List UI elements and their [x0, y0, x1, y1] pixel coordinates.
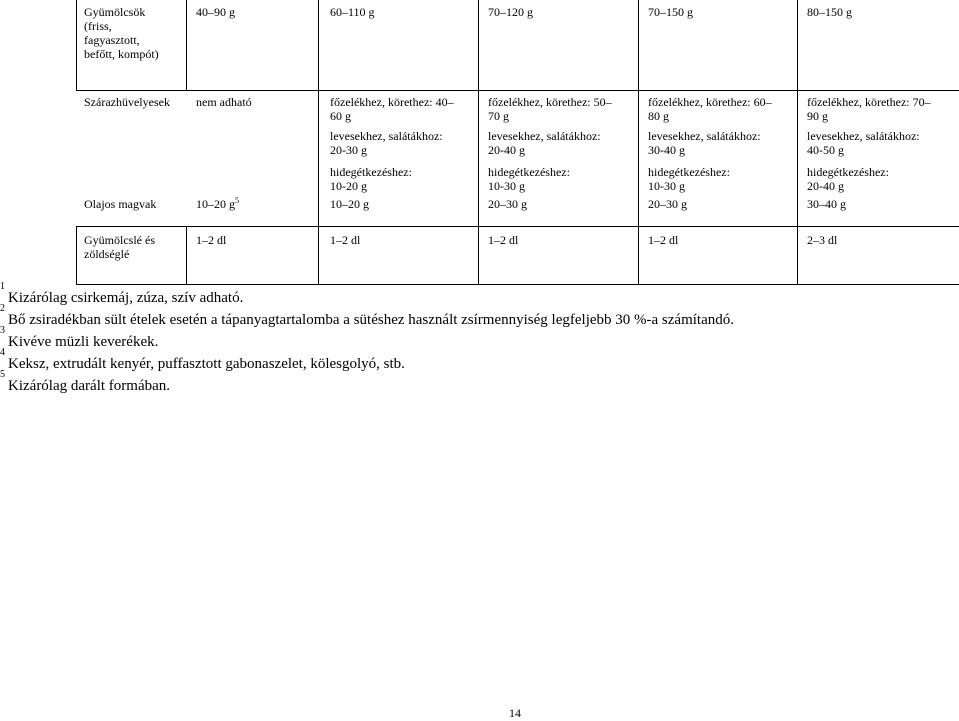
footnote-text: Bő zsiradékban sült ételek esetén a tápanyagtartalomba a sütéshez használt zsírmennyiség legfeljebb 30 %-a számítandó.	[8, 312, 734, 328]
column-divider	[186, 226, 187, 284]
footnote-number: 3	[0, 325, 5, 336]
cell-line: 70 g	[488, 109, 509, 123]
table-cell	[196, 196, 239, 212]
cell-line: hidegétkezéshez:	[330, 165, 412, 179]
table-cell: 60–110 g	[330, 5, 375, 19]
cell-line: főzelékhez, körethez: 50–	[488, 95, 612, 109]
footnote-text: Kizárólag csirkemáj, zúza, szív adható.	[8, 290, 244, 306]
row-label-line: fagyasztott,	[84, 33, 140, 47]
row-label: Szárazhüvelyesek	[84, 95, 170, 109]
footnote-number: 1	[0, 281, 5, 292]
cell-line: hidegétkezéshez:	[488, 165, 570, 179]
cell-line: 30-40 g	[648, 143, 685, 157]
row-label: Olajos magvak	[84, 197, 157, 211]
cell-line: levesekhez, salátákhoz:	[330, 129, 443, 143]
cell-line: levesekhez, salátákhoz:	[488, 129, 601, 143]
table-cell: 1–2 dl	[488, 233, 519, 247]
footnote-text: Kizárólag darált formában.	[8, 378, 171, 394]
cell-line: hidegétkezéshez:	[648, 165, 730, 179]
table-cell: 70–150 g	[648, 5, 693, 19]
cell-line: 10-20 g	[330, 179, 367, 193]
footnote-number: 2	[0, 303, 5, 314]
table-cell: 1–2 dl	[648, 233, 679, 247]
column-divider	[797, 0, 798, 284]
cell-line: 20-30 g	[330, 143, 367, 157]
footnote	[0, 325, 159, 351]
cell-value: 10–20 g	[196, 197, 235, 211]
table-border-left	[76, 0, 77, 90]
cell-line: levesekhez, salátákhoz:	[807, 129, 920, 143]
table-cell: 1–2 dl	[196, 233, 227, 247]
cell-line: 60 g	[330, 109, 351, 123]
table-cell: 20–30 g	[488, 197, 527, 211]
row-label-line: befőtt, kompót)	[84, 47, 159, 61]
cell-line: főzelékhez, körethez: 40–	[330, 95, 454, 109]
cell-line: főzelékhez, körethez: 60–	[648, 95, 772, 109]
cell-line: 80 g	[648, 109, 669, 123]
cell-line: levesekhez, salátákhoz:	[648, 129, 761, 143]
table-cell: 80–150 g	[807, 5, 852, 19]
cell-line: 10-30 g	[488, 179, 525, 193]
table-cell: 20–30 g	[648, 197, 687, 211]
food-portion-table	[0, 0, 959, 300]
column-divider	[478, 0, 479, 284]
page-number: 14	[509, 706, 521, 720]
table-cell: 70–120 g	[488, 5, 533, 19]
row-divider	[76, 90, 959, 91]
row-label-line: Gyümölcslé és	[84, 233, 155, 247]
footnote	[0, 303, 734, 329]
row-label-line: zöldséglé	[84, 247, 130, 261]
row-label-line: Gyümölcsök	[84, 5, 146, 19]
footnote-text: Kivéve müzli keverékek.	[8, 334, 159, 350]
table-cell: nem adható	[196, 95, 252, 109]
row-label-line: (friss,	[84, 19, 112, 33]
footnote	[0, 281, 244, 307]
row-divider	[76, 226, 959, 227]
cell-line: 20-40 g	[488, 143, 525, 157]
footnote-number: 4	[0, 347, 5, 358]
column-divider	[318, 0, 319, 284]
footnote-number: 5	[0, 369, 5, 380]
table-cell: 40–90 g	[196, 5, 235, 19]
table-cell: 1–2 dl	[330, 233, 361, 247]
cell-line: 90 g	[807, 109, 828, 123]
table-border-left	[76, 226, 77, 284]
footnote-ref: 5	[235, 196, 239, 205]
column-divider	[186, 0, 187, 90]
footnote	[0, 369, 171, 395]
table-cell: 10–20 g	[330, 197, 369, 211]
cell-line: főzelékhez, körethez: 70–	[807, 95, 931, 109]
cell-line: 20-40 g	[807, 179, 844, 193]
footnote-text: Keksz, extrudált kenyér, puffasztott gabonaszelet, kölesgolyó, stb.	[8, 356, 405, 372]
cell-line: 40-50 g	[807, 143, 844, 157]
cell-line: hidegétkezéshez:	[807, 165, 889, 179]
table-cell: 30–40 g	[807, 197, 846, 211]
footnote	[0, 347, 405, 373]
table-cell: 2–3 dl	[807, 233, 838, 247]
column-divider	[638, 0, 639, 284]
cell-line: 10-30 g	[648, 179, 685, 193]
